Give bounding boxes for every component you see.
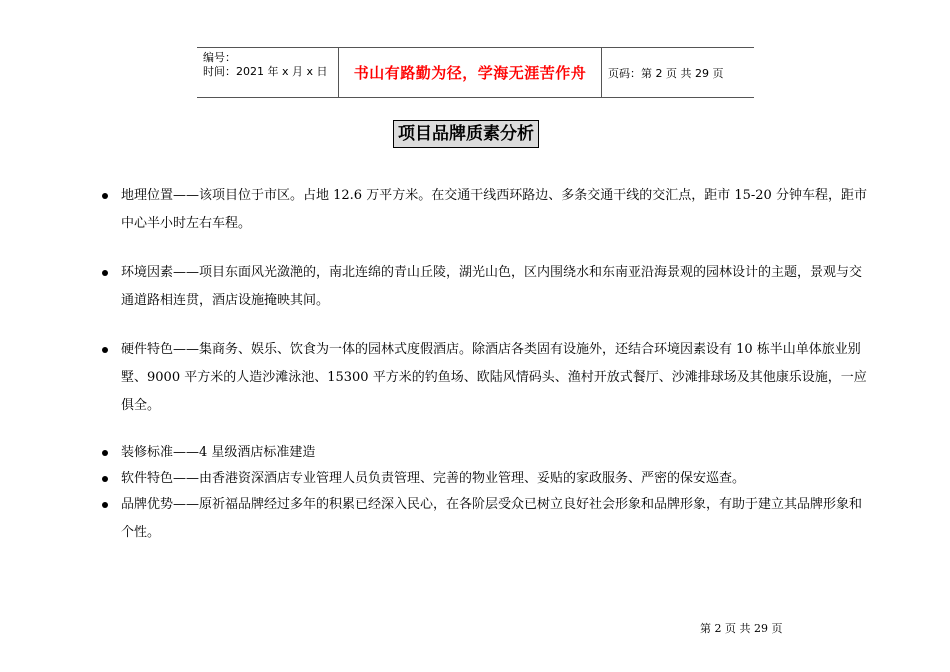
bullet-icon xyxy=(102,450,108,456)
list-item-text: 硬件特色——集商务、娱乐、饮食为一体的园林式度假酒店。除酒店各类固有设施外，还结合环境因素设有 10 栋半山单体旅业别墅、9000 平方米的人造沙滩泳池、15300 平方米的钓鱼场、欧陆风情码头、渔村开放式餐厅、沙滩排球场及其他康乐设施，一应俱全。 xyxy=(121,342,867,413)
header-info-cell xyxy=(197,48,339,97)
page-title: 项目品牌质素分析 xyxy=(393,120,539,148)
list-item-text: 地理位置——该项目位于市区。占地 12.6 万平方米。在交通干线西环路边、多条交通干线的交汇点，距市 15-20 分钟车程，距市中心半小时左右车程。 xyxy=(121,188,867,231)
list-item-software xyxy=(102,465,872,493)
header-table xyxy=(197,47,754,98)
list-item-hardware xyxy=(102,336,872,420)
list-item-text: 装修标准——4 星级酒店标准建造 xyxy=(121,445,316,460)
motto-text: 书山有路勤为径，学海无涯苦作舟 xyxy=(353,64,587,82)
list-item-location xyxy=(102,182,872,238)
list-item-brand xyxy=(102,491,872,547)
bullet-icon xyxy=(102,476,108,482)
page-info: 页码：第 2 页 共 29 页 xyxy=(608,66,724,80)
number-label: 编号： xyxy=(203,51,236,64)
list-item-text: 品牌优势——原祈福品牌经过多年的积累已经深入民心，在各阶层受众已树立良好社会形象和品牌形象，有助于建立其品牌形象和个性。 xyxy=(121,497,863,540)
list-item-text: 环境因素——项目东面风光潋滟的，南北连绵的青山丘陵，湖光山色，区内围绕水和东南亚沿海景观的园林设计的主题，景观与交通道路相连贯，酒店设施掩映其间。 xyxy=(121,265,863,308)
page-footer: 第 2 页 共 29 页 xyxy=(700,622,783,635)
bullet-icon xyxy=(102,347,108,353)
time-label: 时间：2021 年 x 月 x 日 xyxy=(203,65,328,78)
bullet-icon xyxy=(102,193,108,199)
list-item-environment xyxy=(102,259,872,315)
list-item-decoration xyxy=(102,439,872,467)
header-page-cell xyxy=(602,48,754,97)
list-item-text: 软件特色——由香港资深酒店专业管理人员负责管理、完善的物业管理、妥贴的家政服务、严密的保安巡查。 xyxy=(121,471,746,486)
bullet-icon xyxy=(102,502,108,508)
bullet-icon xyxy=(102,270,108,276)
header-motto-cell xyxy=(339,48,602,97)
